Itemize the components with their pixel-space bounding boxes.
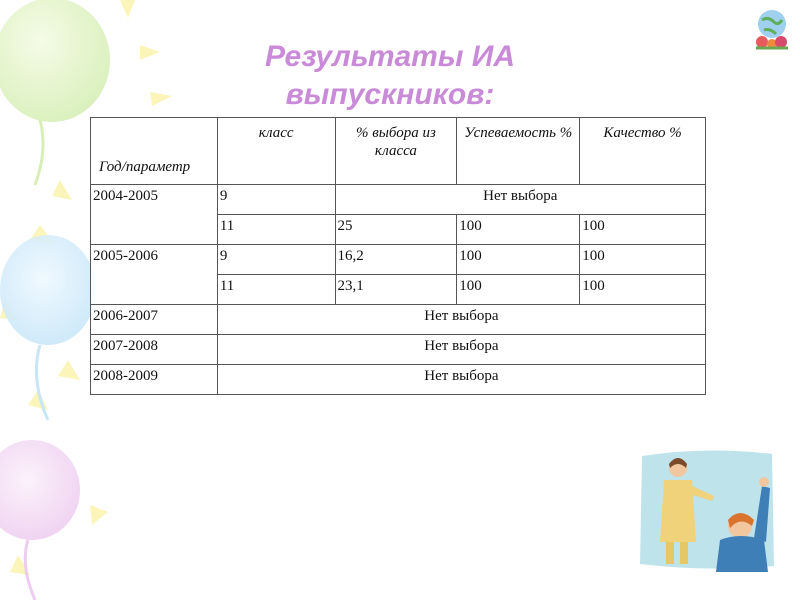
- header-success: Успеваемость %: [457, 118, 580, 185]
- title-line-2: выпускников:: [285, 78, 495, 111]
- choice-percent-cell: 16,2: [335, 245, 457, 275]
- header-choice-percent: % выбора из класса: [335, 118, 457, 185]
- year-cell: 2006-2007: [91, 305, 218, 335]
- no-choice-cell: Нет выбора: [217, 335, 705, 365]
- no-choice-cell: Нет выбора: [217, 365, 705, 395]
- header-year: Год/параметр: [91, 118, 218, 185]
- no-choice-cell: Нет выбора: [335, 185, 705, 215]
- quality-cell: 100: [580, 215, 706, 245]
- table-row: [91, 305, 706, 335]
- class-cell: 9: [217, 245, 335, 275]
- table-row: [91, 245, 706, 275]
- class-cell: 11: [217, 275, 335, 305]
- teacher-student-clipart: [636, 446, 778, 572]
- table-header-row: [91, 118, 706, 185]
- results-table: [90, 117, 706, 395]
- quality-cell: 100: [580, 275, 706, 305]
- no-choice-cell: Нет выбора: [217, 305, 705, 335]
- header-class: класс: [217, 118, 335, 185]
- globe-flowers-icon: [748, 6, 794, 52]
- choice-percent-cell: 25: [335, 215, 457, 245]
- class-cell: 9: [217, 185, 335, 215]
- choice-percent-cell: 23,1: [335, 275, 457, 305]
- quality-cell: 100: [580, 245, 706, 275]
- class-cell: 11: [217, 215, 335, 245]
- slide-title: [200, 38, 580, 114]
- table-row: [91, 185, 706, 215]
- success-cell: 100: [457, 245, 580, 275]
- table-row: [91, 365, 706, 395]
- year-cell: 2007-2008: [91, 335, 218, 365]
- table-row: [91, 335, 706, 365]
- year-cell: 2004-2005: [91, 185, 218, 245]
- header-quality: Качество %: [580, 118, 706, 185]
- success-cell: 100: [457, 215, 580, 245]
- year-cell: 2005-2006: [91, 245, 218, 305]
- success-cell: 100: [457, 275, 580, 305]
- year-cell: 2008-2009: [91, 365, 218, 395]
- title-line-1: Результаты ИА: [264, 40, 516, 73]
